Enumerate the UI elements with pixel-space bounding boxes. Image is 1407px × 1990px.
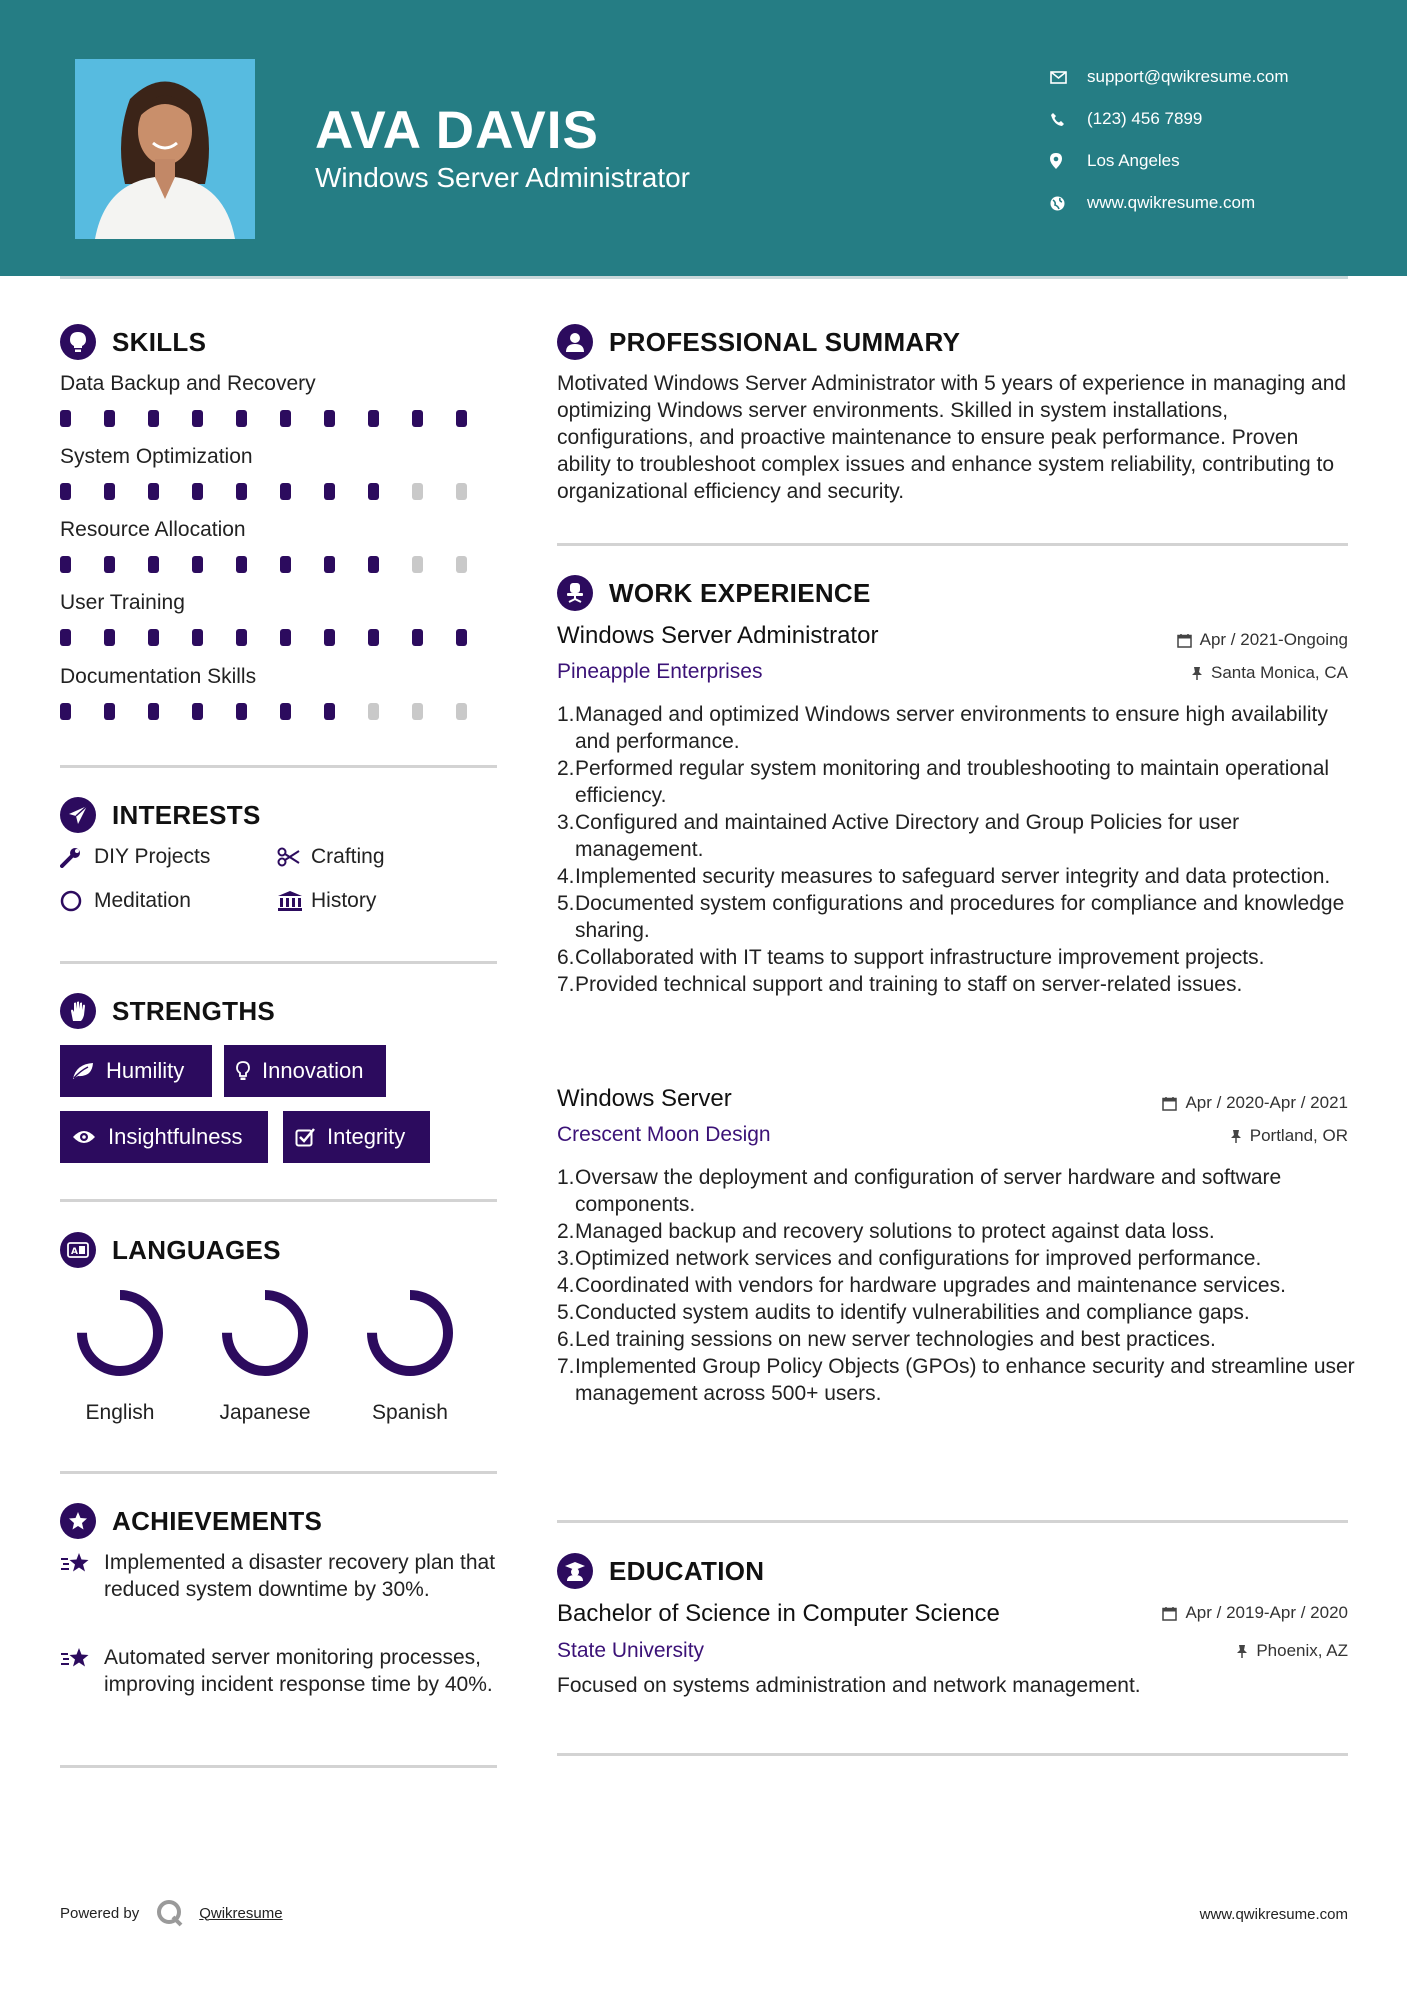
interest-label: History [311,889,377,912]
interest-item [60,889,191,913]
strengths-title: STRENGTHS [112,995,276,1026]
rating-dot-filled [368,629,379,646]
rating-dot-filled [148,410,159,427]
education-dates-text: Apr / 2019-Apr / 2020 [1185,1603,1348,1622]
rating-dot-empty [456,703,467,720]
company-name: Crescent Moon Design [557,1123,771,1146]
languages-title: LANGUAGES [112,1234,281,1265]
rating-dot-filled [148,703,159,720]
job-location-text: Portland, OR [1249,1126,1348,1145]
language-item [340,1287,480,1425]
responsibility-text: Optimized network services and configurations for improved performance. [575,1247,1262,1270]
wrench-icon [60,846,94,868]
map-pin-icon [1050,153,1087,169]
lightbulb-icon [236,1061,250,1081]
responsibility-item [557,755,1357,809]
responsibility-text: Implemented security measures to safeguard server integrity and data protection. [575,865,1331,888]
rating-dot-empty [456,483,467,500]
rating-dot-filled [60,483,71,500]
section-divider [60,961,497,964]
powered-by [60,1898,283,1928]
skills-title: SKILLS [112,326,207,357]
rating-dot-filled [280,556,291,573]
job-responsibilities [557,1164,1357,1407]
education-location-text: Phoenix, AZ [1256,1641,1348,1660]
rating-dot-filled [280,703,291,720]
list-number: 4. [557,1274,575,1297]
education-location [1236,1641,1348,1661]
skill-name: System Optimization [60,445,253,468]
language-name: Japanese [219,1401,311,1424]
skill-item [60,445,500,500]
responsibility-item [557,1353,1357,1407]
rating-dot-filled [192,483,203,500]
skill-rating [60,629,500,646]
rating-dot-filled [280,629,291,646]
office-chair-icon [557,575,593,611]
phone-icon [1050,112,1087,127]
section-divider [60,1765,497,1768]
calendar-icon [1162,1096,1177,1111]
rating-dot-filled [192,556,203,573]
rating-dot-filled [236,410,247,427]
responsibility-item [557,890,1357,944]
experience-heading [557,575,871,611]
list-number: 7. [557,1355,575,1378]
job-dates-text: Apr / 2021-Ongoing [1199,630,1348,649]
section-divider [557,543,1348,546]
skill-rating [60,410,500,427]
lightbulb-icon [60,324,96,360]
svg-text:A: A [71,1247,78,1257]
achievement-item [60,1644,500,1698]
achievement-text: Automated server monitoring processes, improving incident response time by 40%. [104,1646,493,1696]
strength-badge [60,1111,268,1163]
skill-item [60,518,500,573]
candidate-title: Windows Server Administrator [315,162,691,193]
contact-website[interactable] [1050,182,1289,224]
skill-name: User Training [60,591,185,614]
circle-icon [60,890,94,912]
rating-dot-filled [324,703,335,720]
summary-title: PROFESSIONAL SUMMARY [609,326,961,357]
rating-dot-empty [368,703,379,720]
header-divider [60,276,1348,279]
job-responsibilities [557,701,1357,998]
language-name: Spanish [372,1401,448,1424]
responsibility-item [557,701,1357,755]
pushpin-icon [1236,1644,1248,1659]
strength-label: Innovation [262,1058,364,1083]
list-number: 4. [557,865,575,888]
job-dates [1177,630,1348,650]
rating-dot-empty [456,556,467,573]
responsibility-text: Oversaw the deployment and configuration of server hardware and software components. [575,1166,1282,1216]
rating-dot-filled [368,410,379,427]
graduate-icon [557,1553,593,1589]
skill-rating [60,703,500,720]
achievement-text: Implemented a disaster recovery plan that reduced system downtime by 30%. [104,1551,496,1601]
responsibility-text: Coordinated with vendors for hardware upgrades and maintenance services. [575,1274,1286,1297]
skill-item [60,591,500,646]
job-dates-text: Apr / 2020-Apr / 2021 [1185,1093,1348,1112]
list-number: 6. [557,1328,575,1351]
list-number: 7. [557,973,575,996]
list-number: 3. [557,811,575,834]
rating-dot-filled [104,703,115,720]
language-level-arc [372,1295,448,1371]
responsibility-text: Implemented Group Policy Objects (GPOs) to enhance security and streamline user management across 500+ users. [575,1355,1355,1405]
summary-text: Motivated Windows Server Administrator with 5 years of experience in managing and optimizing Windows server environments. Skilled in system installations, configurations, and proactive maintenance to ensure peak performance. Proven ability to troubleshoot complex issues and enhance system reliability, contributing to organizational efficiency and security. [557,372,1347,503]
pushpin-icon [1230,1129,1242,1144]
list-number: 3. [557,1247,575,1270]
responsibility-item [557,1326,1357,1353]
rating-dot-filled [148,556,159,573]
language-item [195,1287,335,1425]
education-dates [1162,1603,1348,1623]
achievement-item [60,1549,500,1603]
contact-email[interactable] [1050,56,1289,98]
strength-label: Humility [106,1058,185,1083]
language-level-ring [219,1287,311,1379]
rating-dot-filled [324,629,335,646]
list-number: 1. [557,1166,575,1189]
rating-dot-filled [368,483,379,500]
job-title: Windows Server [557,1085,732,1112]
interest-item [277,889,376,913]
list-number: 1. [557,703,575,726]
skill-name: Data Backup and Recovery [60,372,316,395]
hand-icon [60,993,96,1029]
school-name: State University [557,1639,705,1662]
contact-website-text: www.qwikresume.com [1087,193,1256,212]
skills-heading [60,324,206,360]
rating-dot-filled [324,483,335,500]
rating-dot-filled [236,629,247,646]
contact-location [1050,140,1289,182]
rating-dot-filled [456,410,467,427]
footer-url[interactable]: www.qwikresume.com [1199,1906,1348,1923]
responsibility-text: Provided technical support and training to staff on server-related issues. [575,973,1243,996]
interest-label: DIY Projects [94,845,211,868]
language-icon [60,1232,96,1268]
rating-dot-filled [148,629,159,646]
shooting-star-icon [60,1644,104,1698]
skill-rating [60,483,500,500]
responsibility-text: Managed and optimized Windows server environments to ensure high availability and performance. [575,703,1328,753]
responsibility-text: Led training sessions on new server technologies and best practices. [575,1328,1216,1351]
candidate-name: AVA DAVIS [315,101,599,160]
rating-dot-filled [192,629,203,646]
qwikresume-logo-icon [155,1898,185,1928]
brand-link[interactable]: Qwikresume [199,1904,283,1922]
interest-label: Crafting [311,845,385,868]
languages-heading [60,1232,281,1268]
contact-email-text: support@qwikresume.com [1087,67,1289,86]
job-location [1230,1126,1348,1146]
responsibility-text: Performed regular system monitoring and troubleshooting to maintain operational efficiency. [575,757,1330,807]
job-title: Windows Server Administrator [557,622,879,649]
rating-dot-filled [412,629,423,646]
rating-dot-filled [280,483,291,500]
skill-rating [60,556,500,573]
pushpin-icon [1191,666,1203,681]
list-number: 5. [557,892,575,915]
calendar-icon [1162,1606,1177,1621]
summary-heading [557,324,960,360]
language-level-arc [227,1295,303,1371]
skill-name: Resource Allocation [60,518,246,541]
education-heading [557,1553,764,1589]
interests-heading [60,797,261,833]
leaf-icon [72,1062,94,1080]
rating-dot-filled [60,556,71,573]
responsibility-text: Managed backup and recovery solutions to protect against data loss. [575,1220,1215,1243]
rating-dot-filled [412,410,423,427]
rating-dot-filled [104,629,115,646]
profile-photo [75,59,255,239]
powered-by-text: Powered by [60,1904,140,1922]
responsibility-item [557,1245,1357,1272]
language-level-arc [82,1295,158,1371]
achievements-title: ACHIEVEMENTS [112,1505,323,1536]
responsibility-item [557,1164,1357,1218]
list-number: 2. [557,757,575,780]
skill-item [60,665,500,720]
eye-icon [72,1129,96,1145]
section-divider [557,1520,1348,1523]
rating-dot-filled [192,703,203,720]
language-level-ring [364,1287,456,1379]
rating-dot-filled [192,410,203,427]
responsibility-text: Collaborated with IT teams to support infrastructure improvement projects. [575,946,1265,969]
check-square-icon [295,1127,315,1147]
contact-phone[interactable] [1050,98,1289,140]
education-description: Focused on systems administration and network management. [557,1674,1141,1697]
responsibility-item [557,863,1357,890]
rating-dot-filled [148,483,159,500]
rating-dot-filled [236,556,247,573]
language-item [50,1287,190,1425]
responsibility-item [557,809,1357,863]
skill-item [60,372,500,427]
rating-dot-filled [368,556,379,573]
rating-dot-filled [236,703,247,720]
skill-name: Documentation Skills [60,665,257,688]
rating-dot-filled [104,410,115,427]
bank-icon [277,890,311,912]
language-name: English [85,1401,155,1424]
experience-title: WORK EXPERIENCE [609,577,871,608]
strength-badge [224,1045,386,1097]
interests-title: INTERESTS [112,799,261,830]
rating-dot-filled [104,483,115,500]
section-divider [60,1199,497,1202]
star-badge-icon [60,1503,96,1539]
scissors-icon [277,847,311,867]
strength-label: Integrity [327,1124,406,1149]
section-divider [557,1753,1348,1756]
responsibility-item [557,1272,1357,1299]
resume-header [0,0,1407,276]
rating-dot-filled [324,410,335,427]
contact-location-text: Los Angeles [1087,151,1180,170]
responsibility-text: Conducted system audits to identify vulnerabilities and compliance gaps. [575,1301,1250,1324]
section-divider [60,1471,497,1474]
responsibility-text: Configured and maintained Active Directory and Group Policies for user management. [575,811,1240,861]
responsibility-item [557,1218,1357,1245]
rating-dot-empty [412,556,423,573]
company-name: Pineapple Enterprises [557,660,763,683]
paper-plane-icon [60,797,96,833]
responsibility-item [557,1299,1357,1326]
rating-dot-filled [324,556,335,573]
calendar-icon [1177,633,1192,648]
rating-dot-filled [60,629,71,646]
rating-dot-empty [412,483,423,500]
shooting-star-icon [60,1549,104,1603]
interest-item [60,845,210,869]
achievements-heading [60,1503,322,1539]
job-dates [1162,1093,1348,1113]
list-number: 2. [557,1220,575,1243]
responsibility-item [557,971,1357,998]
envelope-icon [1050,71,1087,84]
degree-title: Bachelor of Science in Computer Science [557,1600,1000,1627]
strengths-heading [60,993,275,1029]
rating-dot-filled [280,410,291,427]
list-number: 5. [557,1301,575,1324]
strength-label: Insightfulness [108,1124,243,1149]
responsibility-item [557,944,1357,971]
language-level-ring [74,1287,166,1379]
rating-dot-empty [412,703,423,720]
education-title: EDUCATION [609,1555,765,1586]
strength-badge [60,1045,212,1097]
rating-dot-filled [60,410,71,427]
contact-list [1050,56,1289,224]
list-number: 6. [557,946,575,969]
rating-dot-filled [104,556,115,573]
contact-phone-text: (123) 456 7899 [1087,109,1203,128]
rating-dot-filled [456,629,467,646]
user-icon [557,324,593,360]
section-divider [60,765,497,768]
responsibility-text: Documented system configurations and procedures for compliance and knowledge sharing. [575,892,1345,942]
interest-label: Meditation [94,889,191,912]
strength-badge [283,1111,430,1163]
job-location-text: Santa Monica, CA [1210,663,1348,682]
rating-dot-filled [60,703,71,720]
job-location [1191,663,1348,683]
interest-item [277,845,385,869]
globe-icon [1050,196,1087,211]
rating-dot-filled [236,483,247,500]
